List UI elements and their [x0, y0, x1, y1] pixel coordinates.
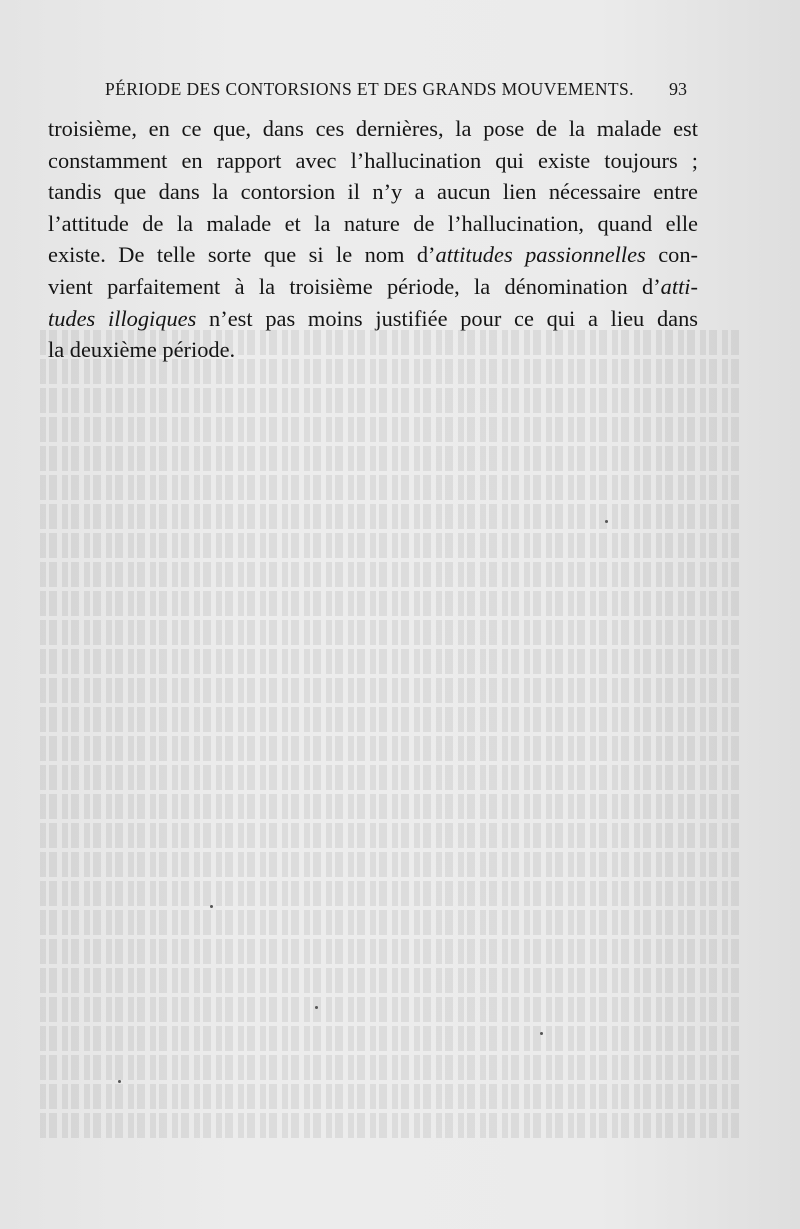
italic-term: tudes illogiques	[48, 305, 197, 331]
paper-speck	[315, 1006, 318, 1009]
text-line: constamment en rapport avec l’hallucination qui existe toujours ;	[48, 147, 698, 173]
text-line: l’attitude de la malade et la nature de l’hallucination, quand elle	[48, 210, 698, 236]
show-through-background	[40, 330, 740, 1190]
text-segment: con-	[645, 242, 699, 268]
running-title: PÉRIODE DES CONTORSIONS ET DES GRANDS MOUVEMENTS.	[105, 79, 634, 99]
paper-speck	[118, 1080, 121, 1083]
paper-speck	[210, 905, 213, 908]
text-line: troisième, en ce que, dans ces dernières, la pose de la malade est	[48, 116, 698, 141]
italic-term: atti-	[660, 273, 698, 299]
text-line: tandis que dans la contorsion il n’y a aucun lien nécessaire entre	[48, 179, 698, 205]
text-segment: n’est pas moins justifiée pour ce qui a lieu dans	[196, 305, 698, 331]
paragraph	[48, 113, 698, 366]
paper-speck	[605, 520, 608, 523]
text-segment: vient parfaitement à la troisième période, la dénomination d’	[48, 273, 661, 299]
text-line: la deuxième période.	[48, 337, 236, 363]
italic-term: attitudes passionnelles	[435, 242, 646, 268]
paper-speck	[540, 1032, 543, 1035]
page-header	[105, 79, 695, 103]
page-number: 93	[669, 79, 687, 99]
text-line	[48, 271, 698, 303]
text-segment: existe. De telle sorte que si le nom d’	[48, 242, 436, 268]
text-line	[48, 239, 698, 271]
text-line	[48, 303, 698, 335]
